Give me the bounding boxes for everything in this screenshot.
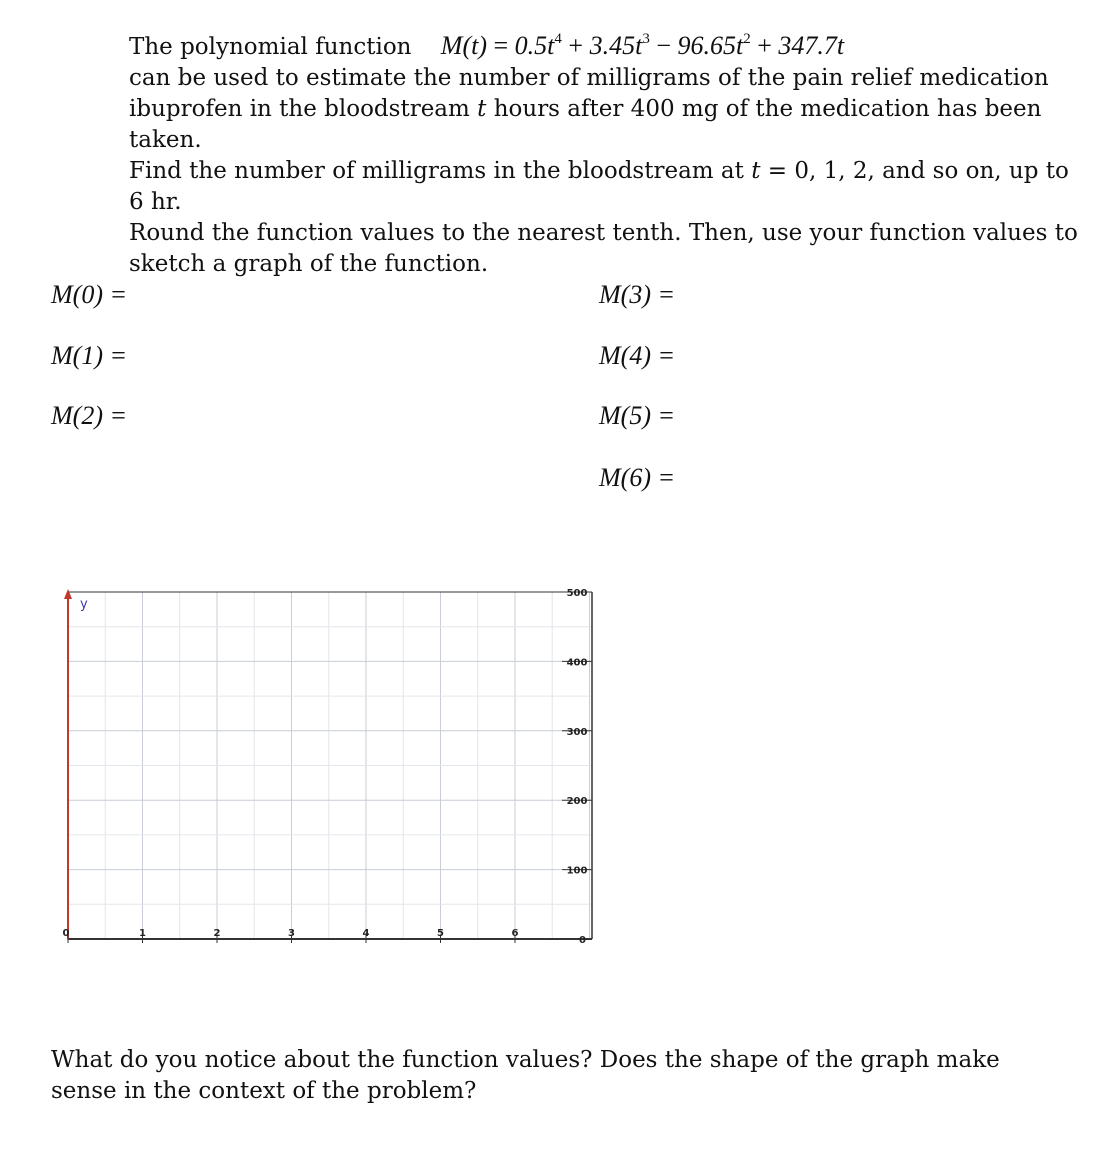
y-tick-label: 500 bbox=[566, 588, 588, 599]
intro-line-6: sketch a graph of the function. bbox=[129, 251, 489, 277]
value-m2 bbox=[51, 401, 127, 431]
term-3: 96.65t bbox=[677, 31, 744, 60]
function-formula: $M(t) = 0.5t^4 + 3.45t^3 - 96.65t^2 + 347.7t$ bbox=[440, 31, 845, 60]
function-lhs: M(t) bbox=[440, 31, 487, 60]
term-4: 347.7t bbox=[778, 31, 845, 60]
value-m4 bbox=[599, 341, 675, 371]
y-tick-label: 300 bbox=[566, 726, 588, 738]
x-tick-label: 0 bbox=[62, 928, 70, 939]
line4-pre: Find the number of milligrams in the bloodstream at bbox=[129, 158, 752, 184]
y-tick-label: 400 bbox=[566, 657, 588, 669]
intro-line-3 bbox=[129, 94, 1079, 156]
exp-1: 4 bbox=[554, 31, 562, 47]
line3-post: hours after 400 mg of the medication has been taken. bbox=[129, 96, 1042, 153]
x-tick-label: 4 bbox=[362, 928, 370, 939]
x-tick-label: 5 bbox=[437, 928, 444, 939]
value-m3 bbox=[599, 280, 675, 310]
line4-post: = 0, 1, 2, and so on, up to 6 hr. bbox=[129, 158, 1069, 215]
corner-zero-label: 0 bbox=[579, 935, 586, 945]
value-m5 bbox=[599, 401, 675, 431]
value-m0-label: M(0) = bbox=[51, 280, 128, 309]
value-m3-label: M(3) = bbox=[599, 280, 676, 309]
value-m0 bbox=[51, 280, 127, 310]
term-2: 3.45t bbox=[589, 31, 643, 60]
term-1: 0.5t bbox=[514, 31, 555, 60]
value-m6 bbox=[599, 463, 675, 493]
coordinate-grid[interactable] bbox=[60, 585, 600, 945]
intro-line-4 bbox=[129, 156, 1079, 218]
value-m6-label: M(6) = bbox=[599, 463, 676, 492]
reflection-question: What do you notice about the function values? Does the shape of the graph make sense in the context of the problem? bbox=[51, 1047, 1000, 1104]
exp-2: 3 bbox=[642, 31, 650, 47]
y-tick-label: 100 bbox=[566, 865, 588, 877]
value-m1 bbox=[51, 341, 127, 371]
intro-line-1 bbox=[129, 30, 1079, 63]
x-tick-label: 3 bbox=[288, 928, 295, 939]
value-m1-label: M(1) = bbox=[51, 341, 128, 370]
problem-statement bbox=[129, 30, 1079, 280]
y-axis-label: y bbox=[80, 597, 88, 612]
line4-var: t bbox=[751, 158, 761, 184]
y-axis-arrow bbox=[64, 589, 72, 599]
x-tick-label: 2 bbox=[213, 928, 221, 939]
y-tick-label: 200 bbox=[566, 796, 588, 808]
value-m2-label: M(2) = bbox=[51, 401, 128, 430]
intro-line-5: Round the function values to the nearest tenth. Then, use your function values to bbox=[129, 220, 1078, 246]
value-m4-label: M(4) = bbox=[599, 341, 676, 370]
intro-line-2: can be used to estimate the number of milligrams of the pain relief medication bbox=[129, 65, 1049, 91]
intro-lead: The polynomial function bbox=[129, 34, 412, 60]
exp-3: 2 bbox=[743, 31, 751, 47]
line3-pre: ibuprofen in the bloodstream bbox=[129, 96, 478, 122]
value-m5-label: M(5) = bbox=[599, 401, 676, 430]
x-tick-label: 6 bbox=[511, 928, 519, 939]
line3-var: t bbox=[477, 96, 487, 122]
x-tick-label: 1 bbox=[139, 928, 146, 939]
